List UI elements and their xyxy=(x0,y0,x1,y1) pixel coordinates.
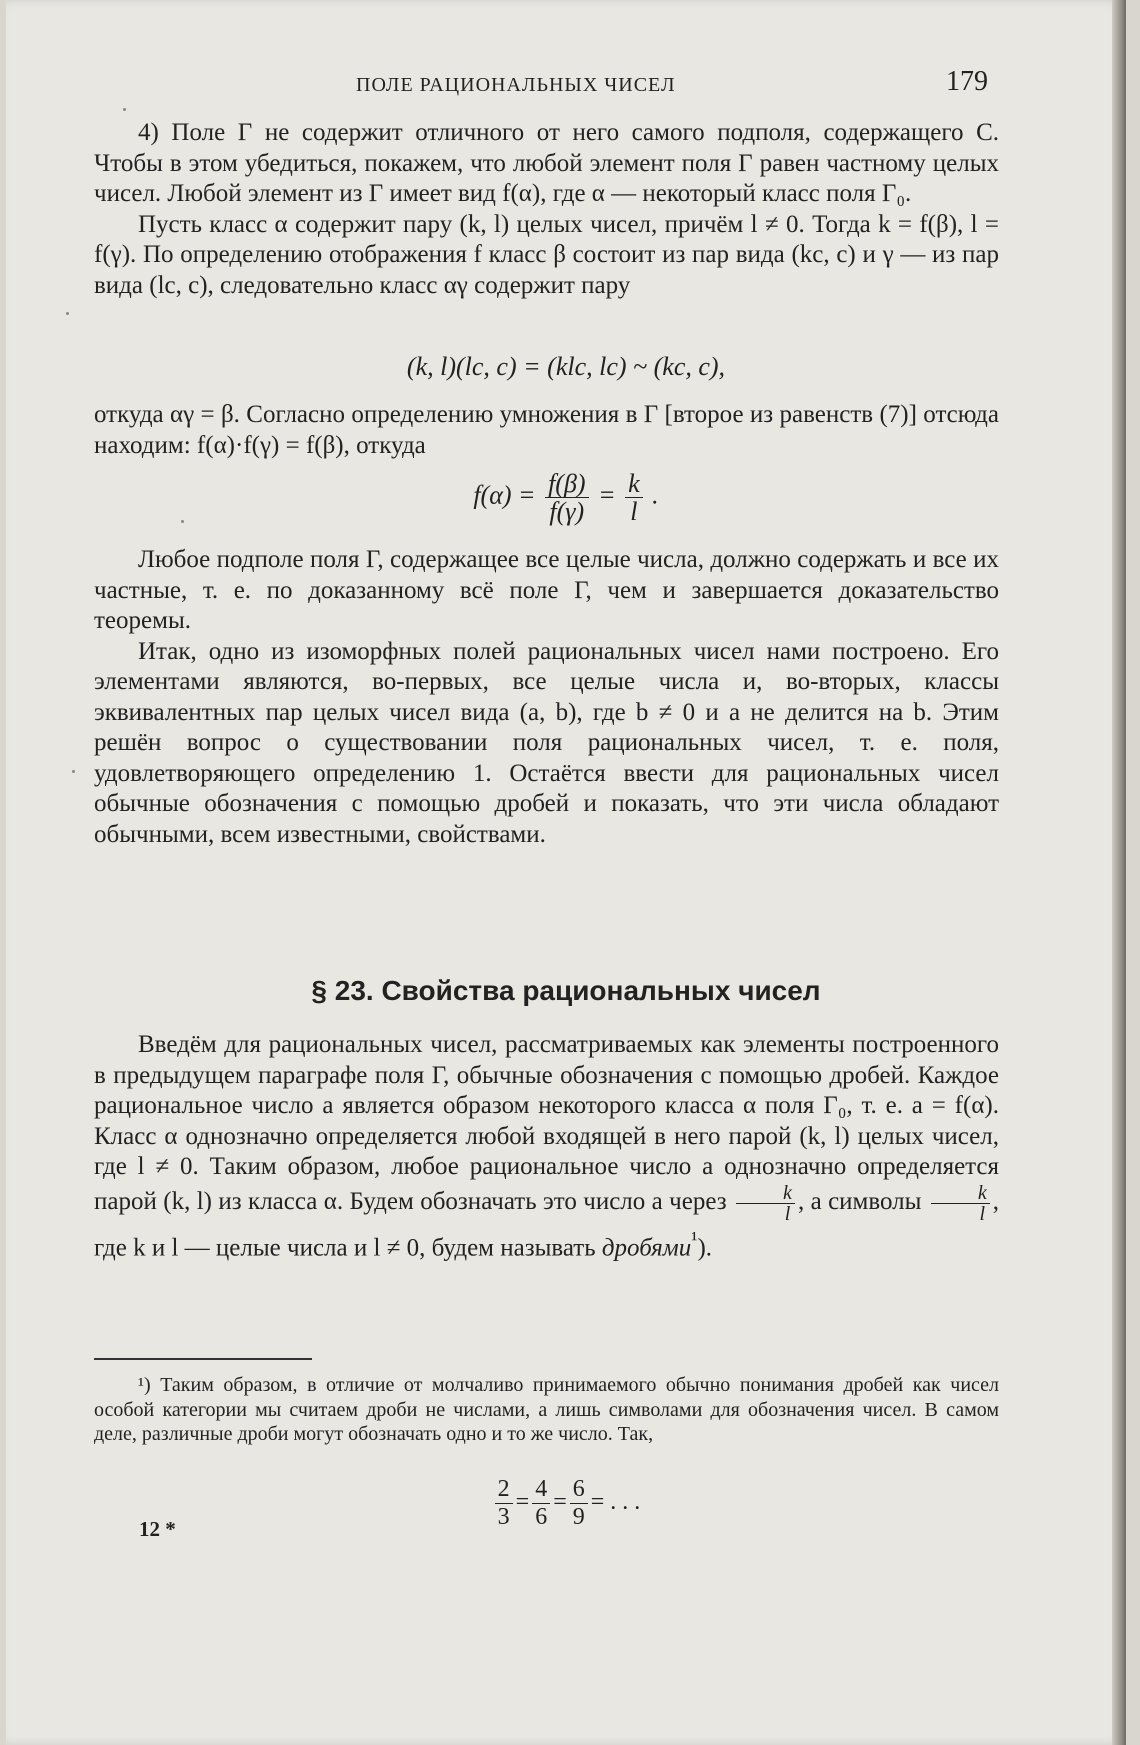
paragraph-4: Любое подполе поля Γ, содержащее все целые числа, должно содержать и все их частные, т. е. по доказанному всё поле Γ, чем и завершается доказательство теоремы. xyxy=(94,546,999,634)
fraction-numerator: f(β) xyxy=(545,470,589,498)
equals-sign: = xyxy=(553,1489,567,1516)
paragraph-2: Пусть класс α содержит пару (k, l) целых чисел, причём l ≠ 0. Тогда k = f(β), l = f(γ). По определению отображения f класс β состоит из пар вида (kc, c) и γ — из пар вида (lc, c), следовательно класс αγ содержит пару xyxy=(94,210,999,299)
paragraph-3: откуда αγ = β. Согласно определению умножения в Γ [второе из равенств (7)] отсюда находим: f(α)·f(γ) = f(β), откуда xyxy=(94,401,999,459)
formula-period: . xyxy=(652,480,659,510)
fraction-denominator: l xyxy=(784,1202,791,1225)
fraction-4-6 xyxy=(532,1476,550,1531)
formula-lhs: f(α) = xyxy=(473,480,536,510)
printer-signature: 12 * xyxy=(139,1517,176,1541)
fraction-numerator: 6 xyxy=(570,1476,588,1504)
fraction-denominator: f(γ) xyxy=(549,497,585,526)
page-header xyxy=(6,66,1126,106)
equals-sign: = xyxy=(515,1489,530,1516)
paragraph-5: Итак, одно из изоморфных полей рациональных чисел нами построено. Его элементами являются, во-первых, все целые числа и, во-вторых, классы эквивалентных пар целых чисел вида (a, b), где b ≠ 0 и a не делится на b. Этим решён вопрос о существовании поля рациональных чисел, т. е. поля, удовлетворяющего определению 1. Остаётся ввести для рациональных чисел обычные обозначения с помощью дробей и показать, что эти числа обладают обычными, всем известными, свойствами. xyxy=(94,637,999,848)
page-number: 179 xyxy=(946,66,988,97)
fraction-numerator: k xyxy=(931,1183,990,1204)
speck xyxy=(72,770,75,773)
inline-fraction-k-over-l xyxy=(736,1183,795,1224)
inline-fraction-k-over-l-2 xyxy=(931,1183,990,1224)
formula-tail: = . . . xyxy=(590,1489,641,1516)
paragraph-1: 4) Поле Γ не содержит отличного от него самого подполя, содержащего C. Чтобы в этом убедиться, покажем, что любой элемент поля Γ равен частному целых чисел. Любой элемент из Γ имеет вид f(α), где α — некоторый класс поля Γ₀. xyxy=(94,119,999,207)
paragraph-6-part-3: , где k и l — целые числа и l ≠ 0, будем называть xyxy=(94,1187,1000,1261)
formula-pair-product: (k, l)(lc, c) = (klc, lc) ~ (kc, c), xyxy=(406,352,726,381)
fraction-denominator: l xyxy=(979,1202,986,1225)
fraction-f-beta-over-f-gamma xyxy=(545,470,589,525)
section-heading: § 23. Свойства рациональных чисел xyxy=(311,975,821,1006)
running-title: ПОЛЕ РАЦИОНАЛЬНЫХ ЧИСЕЛ xyxy=(356,74,676,96)
speck xyxy=(181,520,184,523)
fraction-k-over-l xyxy=(625,470,643,525)
paragraph-6 xyxy=(94,1030,999,1263)
text-block-3 xyxy=(94,545,999,850)
emphasis-term: дробями xyxy=(601,1233,692,1261)
paragraph-6-part-2: , а символы xyxy=(797,1187,922,1215)
footnote xyxy=(94,1373,999,1447)
text-block-2 xyxy=(94,400,999,461)
fraction-denominator: 9 xyxy=(572,1504,585,1530)
speck xyxy=(66,312,69,315)
fraction-2-3 xyxy=(495,1476,513,1531)
paragraph-6-part-1: Введём для рациональных чисел, рассматриваемых как элементы построенного в предыдущем параграфе поля Γ, обычные обозначения с помощью дробей. Каждое рациональное число a является образом некоторого класса α поля Γ₀, т. е. a = f(α). Класс α однозначно определяется любой входящей в него парой (k, l) целых чисел, где l ≠ 0. Таким образом, любое рациональное число a однозначно определяется парой (k, l) из класса α. Будем обозначать это число a через xyxy=(94,1031,999,1215)
footnote-divider xyxy=(94,1358,312,1360)
fraction-numerator: k xyxy=(736,1183,795,1204)
paragraph-6-end: ). xyxy=(697,1233,713,1261)
text-block-1 xyxy=(94,118,999,301)
footnote-ref: ¹ xyxy=(691,1226,698,1251)
fraction-denominator: 3 xyxy=(497,1504,510,1530)
fraction-denominator: l xyxy=(630,497,638,526)
text-block-4 xyxy=(94,1030,999,1263)
fraction-denominator: 6 xyxy=(535,1504,548,1530)
fraction-6-9 xyxy=(570,1476,588,1531)
book-page xyxy=(6,0,1126,1745)
speck xyxy=(123,108,126,111)
formula-quotient xyxy=(6,470,1126,525)
fraction-numerator: 2 xyxy=(495,1476,513,1504)
fraction-numerator: 4 xyxy=(532,1476,550,1504)
fraction-numerator: k xyxy=(625,470,643,498)
formula-equals: = xyxy=(598,480,616,510)
footnote-text: ¹) Таким образом, в отличие от молчаливо принимаемого обычно понимания дробей как чисел особой категории мы считаем дроби не числами, а лишь символами для обозначения чисел. В самом деле, различные дроби могут обозначать одно и то же число. Так, xyxy=(94,1374,999,1445)
